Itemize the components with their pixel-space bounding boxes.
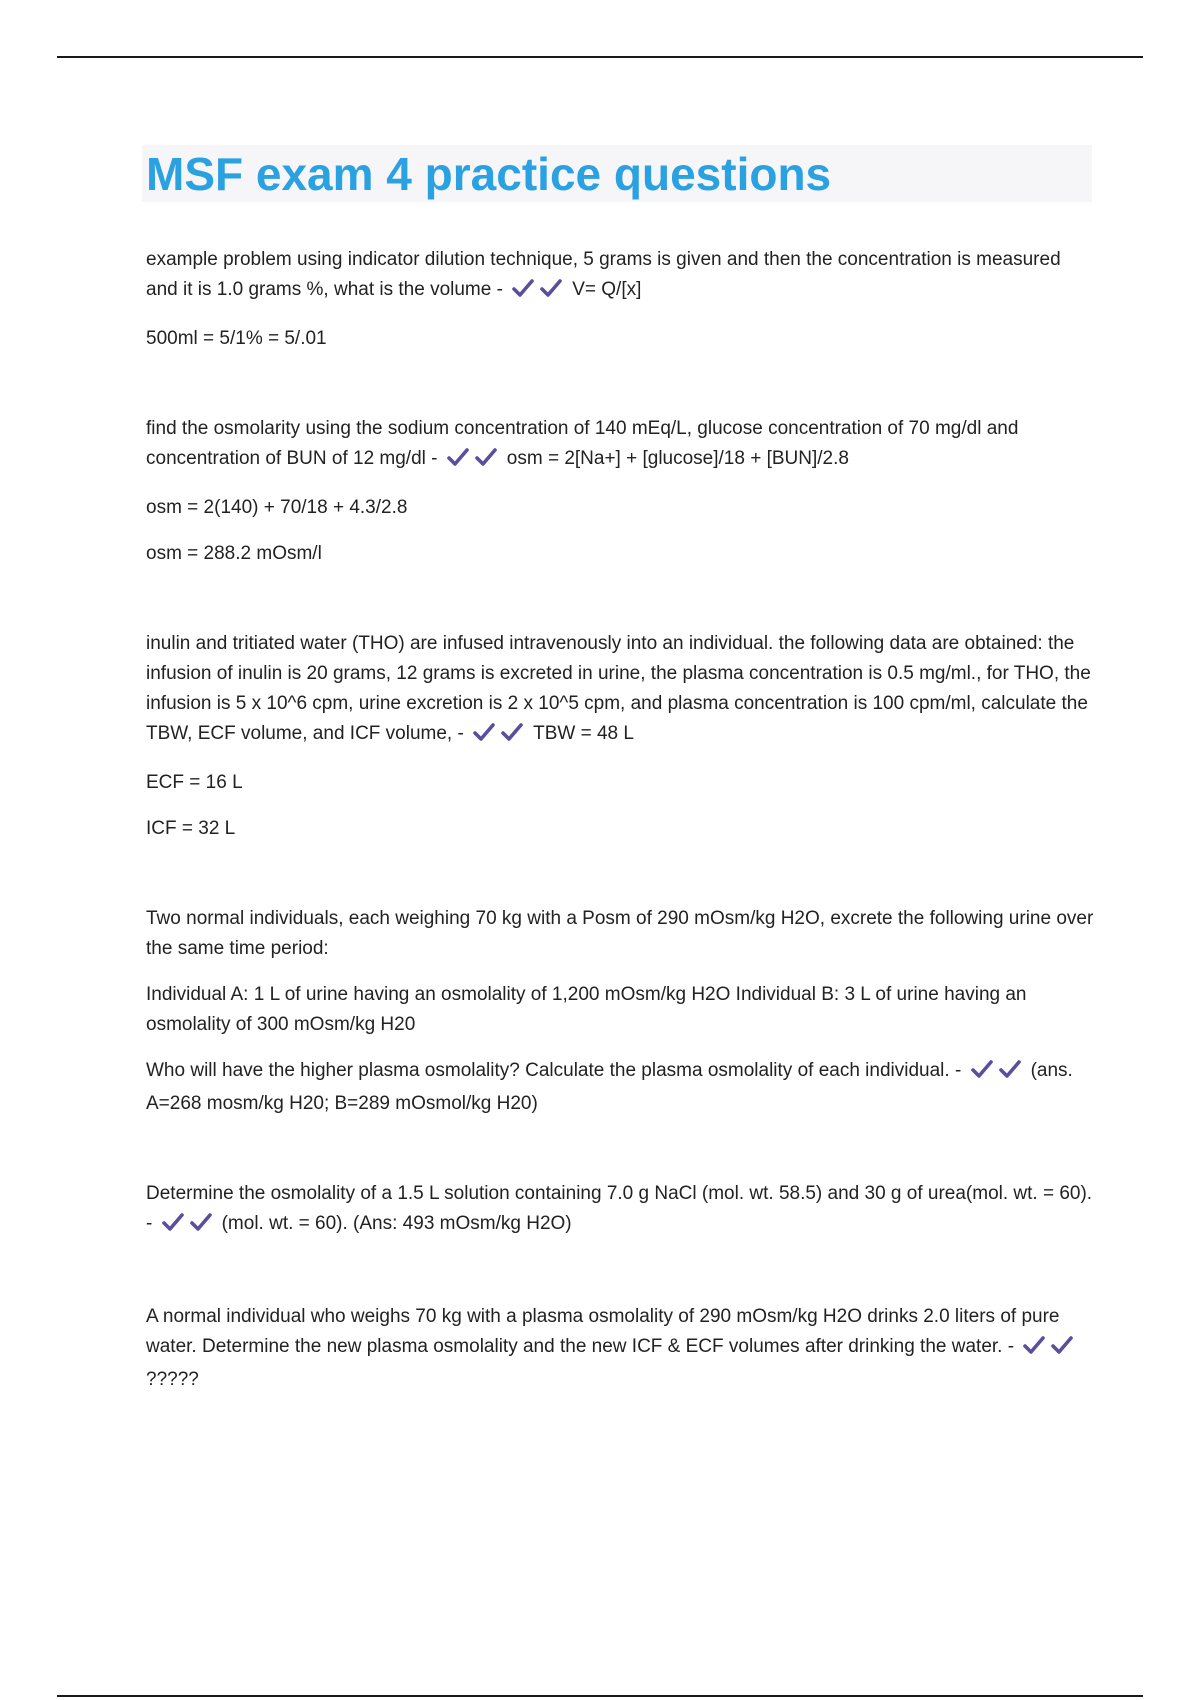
question-paragraph [146, 1179, 1096, 1242]
answer-text: ????? [146, 1369, 199, 1390]
separator: - [457, 723, 464, 744]
qa-item [146, 245, 1096, 354]
intro-paragraph: Individual A: 1 L of urine having an osmolality of 1,200 mOsm/kg H2O Individual B: 3 L of urine having an osmolality of 300 mOsm/kg H20 [146, 984, 1027, 1035]
double-check [512, 278, 568, 308]
question-paragraph [146, 414, 1096, 477]
check-icon [1051, 1335, 1073, 1355]
question-paragraph [146, 1056, 1096, 1119]
separator: - [431, 448, 438, 469]
check-icon [447, 447, 469, 467]
answer-detail: osm = 288.2 mOsm/l [146, 543, 322, 564]
check-icon [473, 722, 495, 742]
answer-text: V= Q/[x] [572, 279, 642, 300]
separator: - [496, 279, 503, 300]
double-check [473, 722, 529, 752]
intro-paragraph: Two normal individuals, each weighing 70 kg with a Posm of 290 mOsm/kg H2O, excrete the following urine over the same time period: [146, 908, 1094, 959]
question-text: example problem using indicator dilution technique, 5 grams is given and then the concentration is measured and it is 1.0 grams %, what is the volume [146, 249, 1061, 300]
double-check [971, 1059, 1027, 1089]
separator: - [1007, 1336, 1015, 1357]
answer-text: TBW = 48 L [533, 723, 634, 744]
check-icon [1023, 1335, 1045, 1355]
check-icon [999, 1059, 1021, 1079]
question-text: Who will have the higher plasma osmolality? Calculate the plasma osmolality of each individual. [146, 1060, 950, 1081]
check-icon [540, 278, 562, 298]
answer-text: (ans. A=268 mosm/kg H20; B=289 mOsmol/kg H20) [146, 1060, 1073, 1114]
double-check [447, 447, 503, 477]
double-check [162, 1212, 218, 1242]
answer-text: osm = 2[Na+] + [glucose]/18 + [BUN]/2.8 [506, 448, 849, 469]
check-icon [162, 1212, 184, 1232]
answer-detail: ECF = 16 L [146, 772, 243, 793]
question-text: Determine the osmolality of a 1.5 L solution containing 7.0 g NaCl (mol. wt. 58.5) and 30 g of urea(mol. wt. = 60). [146, 1183, 1093, 1204]
check-icon [512, 278, 534, 298]
check-icon [190, 1212, 212, 1232]
qa-item [146, 904, 1096, 1119]
question-text: inulin and tritiated water (THO) are infused intravenously into an individual. the following data are obtained: the infusion of inulin is 20 grams, 12 grams is excreted in urine, the plasma concentration is 0.5 mg/ml., for THO, the infusion is 5 x 10^6 cpm, urine excretion is 2 x 10^5 cpm, and plasma concentration is 100 cpm/ml, calculate the TBW, ECF volume, and ICF volume, [146, 633, 1091, 744]
bottom-rule [57, 1695, 1143, 1697]
qa-item [146, 414, 1096, 569]
answer-detail: ICF = 32 L [146, 818, 236, 839]
top-rule [57, 56, 1143, 58]
check-icon [971, 1059, 993, 1079]
check-icon [501, 722, 523, 742]
double-check [1023, 1335, 1079, 1365]
check-icon [475, 447, 497, 467]
question-paragraph [146, 1302, 1096, 1395]
question-paragraph [146, 629, 1096, 752]
question-text: find the osmolarity using the sodium concentration of 140 mEq/L, glucose concentration of 70 mg/dl and concentration of BUN of 12 mg/dl [146, 418, 1019, 469]
question-text: A normal individual who weighs 70 kg with a plasma osmolality of 290 mOsm/kg H2O drinks 2.0 liters of pure water. Determine the new plasma osmolality and the new ICF & ECF volumes after drinking the water. [146, 1306, 1060, 1357]
qa-item [146, 1179, 1096, 1242]
answer-detail: osm = 2(140) + 70/18 + 4.3/2.8 [146, 497, 408, 518]
answer-detail: 500ml = 5/1% = 5/.01 [146, 328, 327, 349]
qa-item [146, 1302, 1096, 1395]
document-body [146, 245, 1096, 1395]
document-title: MSF exam 4 practice questions [146, 148, 832, 200]
separator: - [954, 1060, 962, 1081]
question-paragraph [146, 245, 1096, 308]
answer-text: (mol. wt. = 60). (Ans: 493 mOsm/kg H2O) [221, 1213, 572, 1234]
qa-item [146, 629, 1096, 844]
separator: - [146, 1213, 153, 1234]
